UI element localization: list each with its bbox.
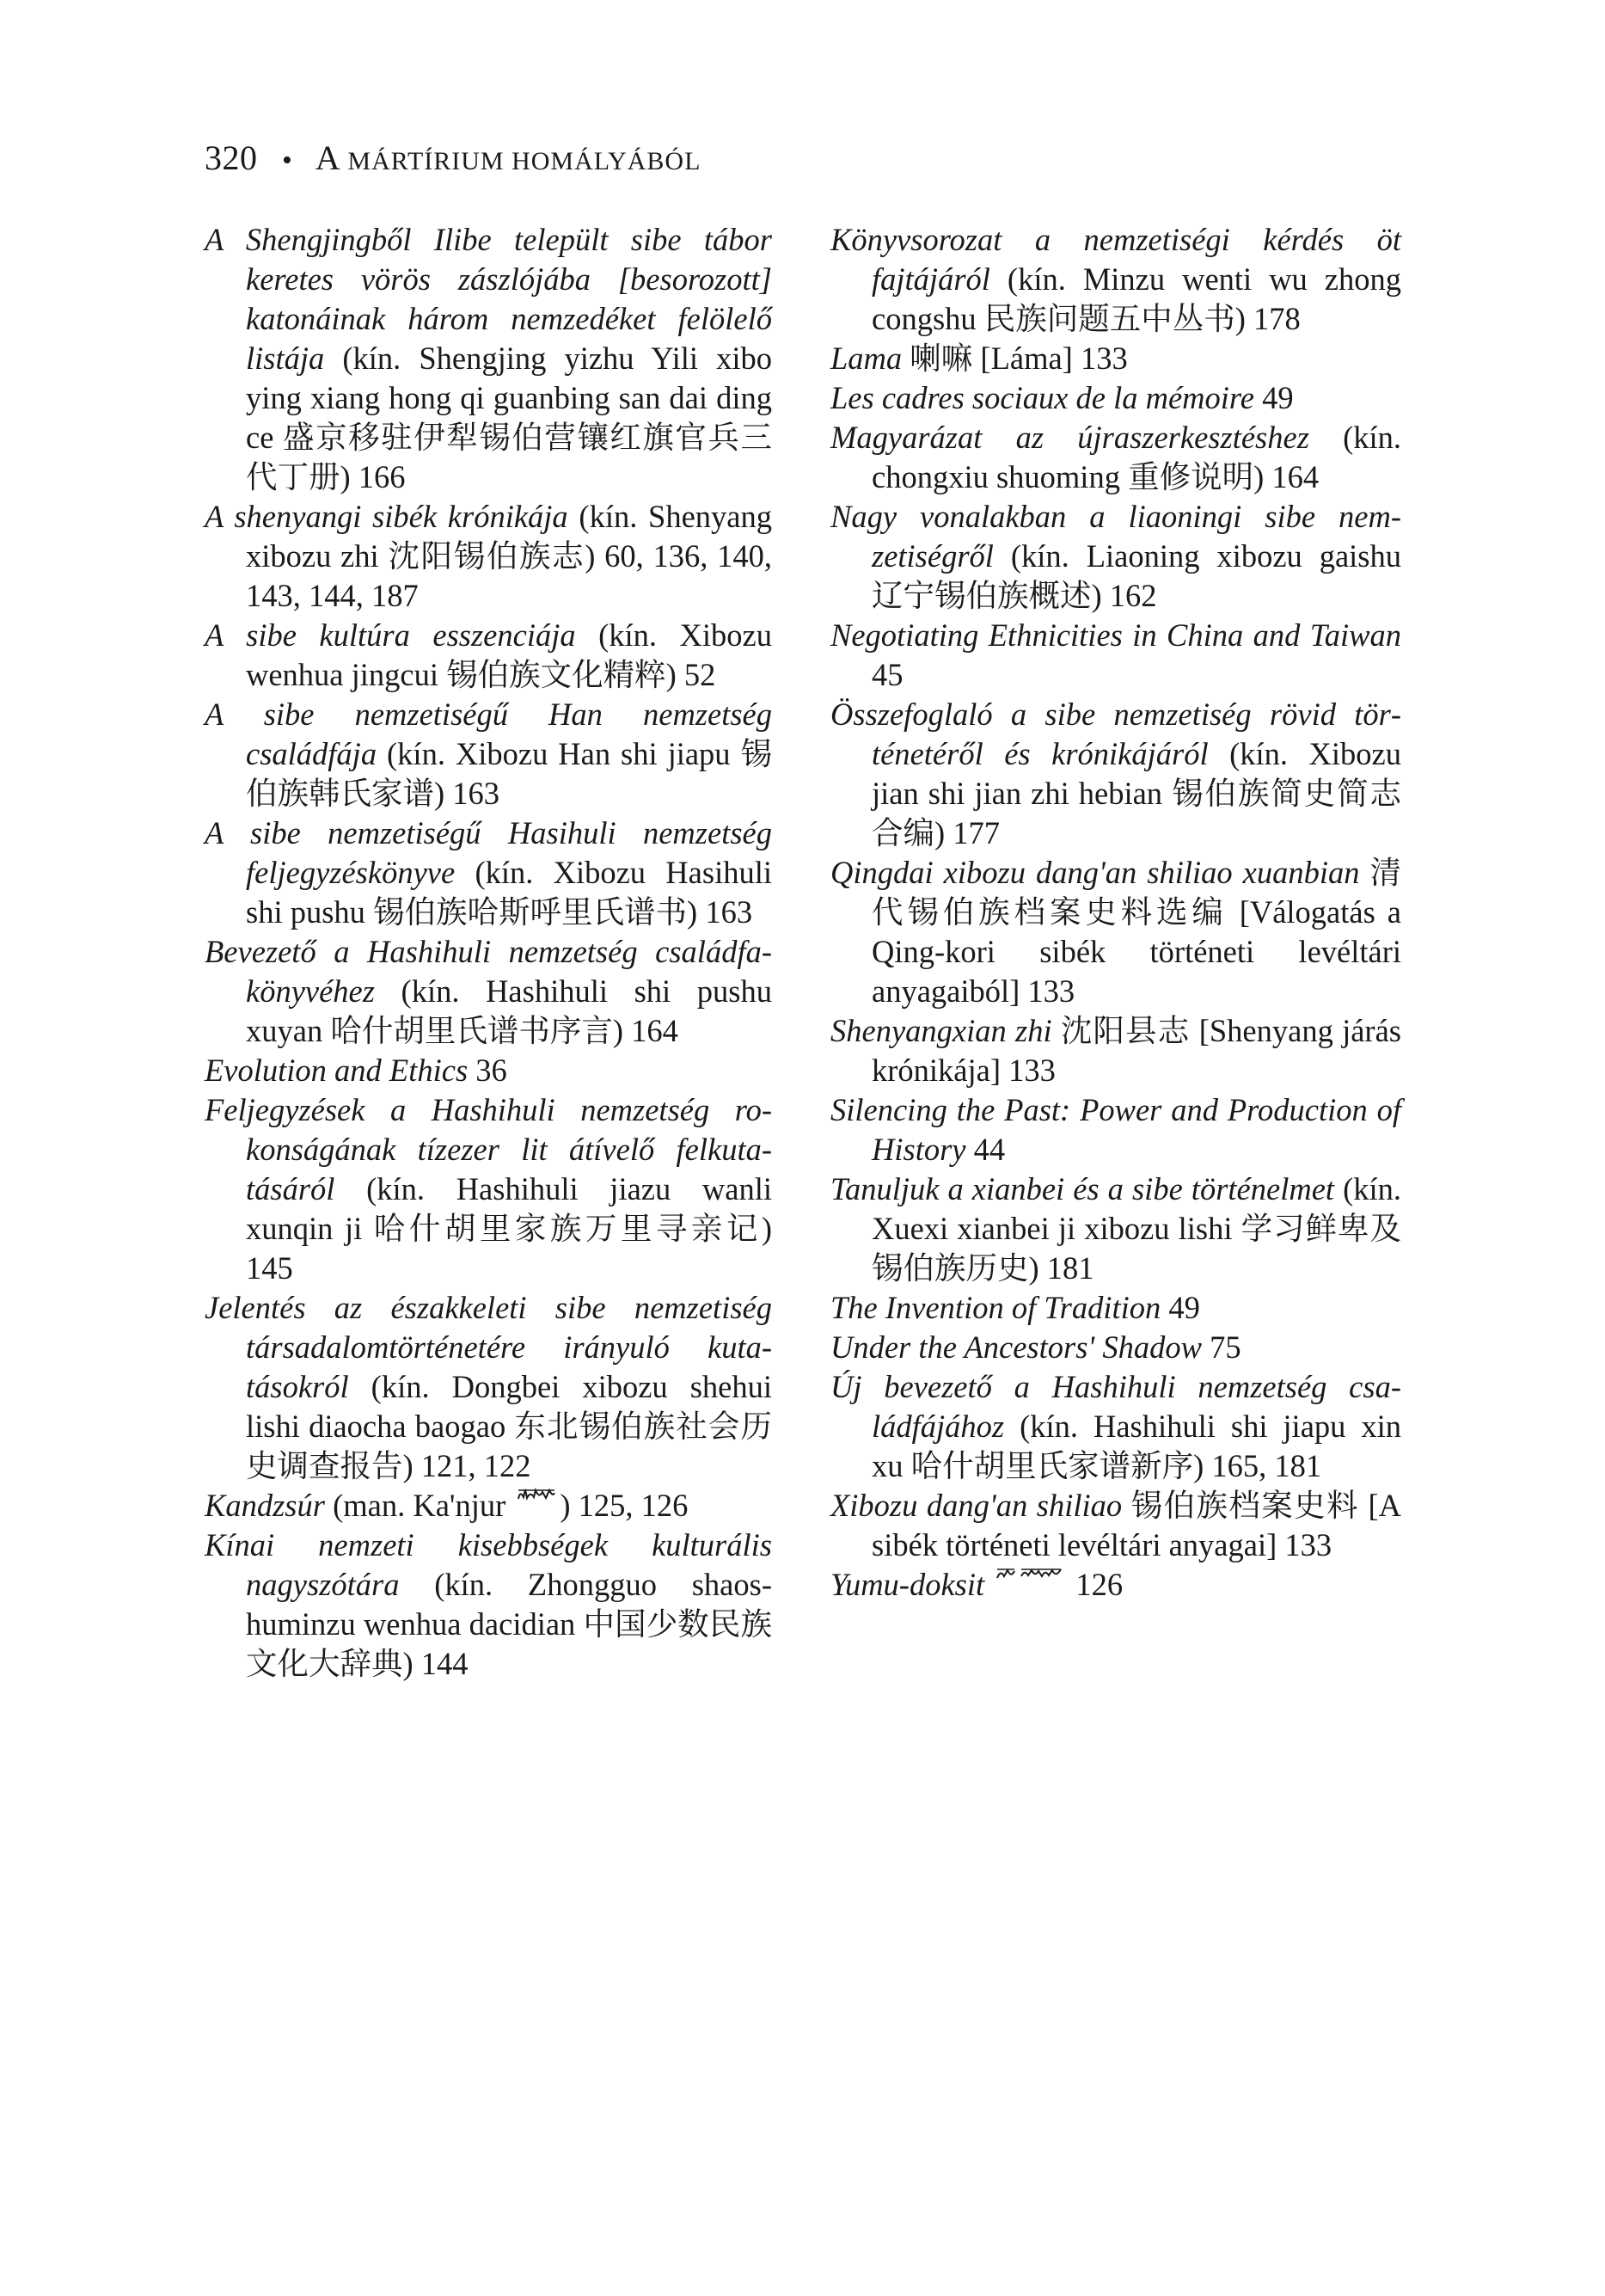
index-entry: Yumu-doksit 126 (830, 1567, 1124, 1602)
index-entry: Under the Ancestors' Shadow 75 (830, 1329, 1241, 1365)
index-entry: Negotiating Ethnicities in China and Taiwan 45 (830, 617, 1401, 692)
index-entry: A sibe nemzetiségű Hasihuli nemzetség feljegyzéskönyve (kín. Xibozu Hasihuli shi pushu 锡伯族哈斯呼里氏谱书) 163 (205, 815, 772, 930)
index-column-left (205, 220, 772, 1684)
running-title: A MÁRTÍRIUM HOMÁLYÁBÓL (315, 138, 701, 177)
index-entry: Jelentés az északkeleti sibe nemzetiség társadalomtörténetére irányuló kutatásokról (kín. Dongbei xibozu shehui lishi diaocha baogao 东北锡伯族社会历史调查报告) 121, 122 (205, 1290, 772, 1483)
page-header (205, 138, 701, 178)
index-entry: Bevezető a Hashihuli nemzetség családfakönyvéhez (kín. Hashihuli shi pushu xuyan 哈什胡里氏谱书序言) 164 (205, 934, 772, 1048)
index-entry: Lama 喇嘛 [Láma] 133 (830, 341, 1128, 376)
index-entry: Xibozu dang'an shiliao 锡伯族档案史料 [A sibék történeti levéltári anyagai] 133 (830, 1488, 1402, 1562)
index-entry: Tanuljuk a xianbei és a sibe történelmet (kín. Xuexi xianbei ji xibozu lishi 学习鲜卑及锡伯族历史) 181 (830, 1171, 1402, 1286)
index-entry: A sibe nemzetiségű Han nemzetség családfája (kín. Xibozu Han shi jiapu 锡伯族韩氏家谱) 163 (205, 697, 772, 811)
index-entry: Kandzsúr (man. Ka'njur ) 125, 126 (205, 1488, 689, 1523)
index-entry: Új bevezető a Hashihuli nemzetség családfájához (kín. Hashihuli shi jiapu xin xu 哈什胡里氏家谱新序) 165, 181 (830, 1369, 1401, 1483)
index-entry: Shenyangxian zhi 沈阳县志 [Shenyang járás krónikája] 133 (830, 1013, 1401, 1088)
index-entry: Könyvsorozat a nemzetiségi kérdés öt fajtájáról (kín. Minzu wenti wu zhong congshu 民族问题五中丛书) 178 (830, 222, 1401, 336)
page-number: 320 (205, 138, 258, 177)
index-entry: Magyarázat az újraszerkesztéshez (kín. chongxiu shuoming 重修说明) 164 (830, 420, 1402, 494)
index-entry: Evolution and Ethics 36 (205, 1053, 507, 1088)
index-entry: A Shengjingből Ilibe települt sibe tábor keretes vörös zászlójába [besorozott] katonáinak három nemzedéket felölelő listája (kín. Shengjing yizhu Yili xibo ying xiang hong qi guanbing san dai ding ce 盛京移驻伊犁锡伯营镶红旗官兵三代丁册) 166 (205, 222, 772, 494)
index-entry: A shenyangi sibék krónikája (kín. Shenyang xibozu zhi 沈阳锡伯族志) 60, 136, 140, 143, 144, 187 (205, 499, 773, 613)
index-entry: Összefoglaló a sibe nemzetiség rövid történetéről és krónikájáról (kín. Xibozu jian shi jian zhi hebian 锡伯族简史简志合编) 177 (830, 697, 1401, 850)
index-entry: A sibe kultúra esszenciája (kín. Xibozu wenhua jingcui 锡伯族文化精粹) 52 (205, 617, 772, 692)
index-entry: Silencing the Past: Power and Production of History 44 (830, 1092, 1401, 1167)
index-entry: Nagy vonalakban a liaoningi sibe nemzetiségről (kín. Liaoning xibozu gaishu 辽宁锡伯族概述) 162 (830, 499, 1401, 613)
index-entry: Qingdai xibozu dang'an shiliao xuanbian 清代锡伯族档案史料选编 [Válogatás a Qing-kori sibék történeti levéltári anyagaiból] 133 (830, 855, 1402, 1009)
index-entry: The Invention of Tradition 49 (830, 1290, 1200, 1325)
index-entry: Kínai nemzeti kisebbségek kulturális nagyszótára (kín. Zhongguo shaoshuminzu wenhua dacidian 中国少数民族文化大辞典) 144 (205, 1527, 772, 1681)
index-column-right (830, 220, 1401, 1605)
header-bullet: • (282, 144, 293, 176)
index-entry: Feljegyzések a Hashihuli nemzetség rokonságának tízezer lit átívelő felkutatásáról (kín. Hashihuli jiazu wanli xunqin ji 哈什胡里家族万里寻亲记) 145 (205, 1092, 772, 1286)
index-entry: Les cadres sociaux de la mémoire 49 (830, 380, 1294, 415)
manchu-script-glyph (517, 1487, 556, 1504)
sibe-script-glyph (995, 1566, 1064, 1583)
